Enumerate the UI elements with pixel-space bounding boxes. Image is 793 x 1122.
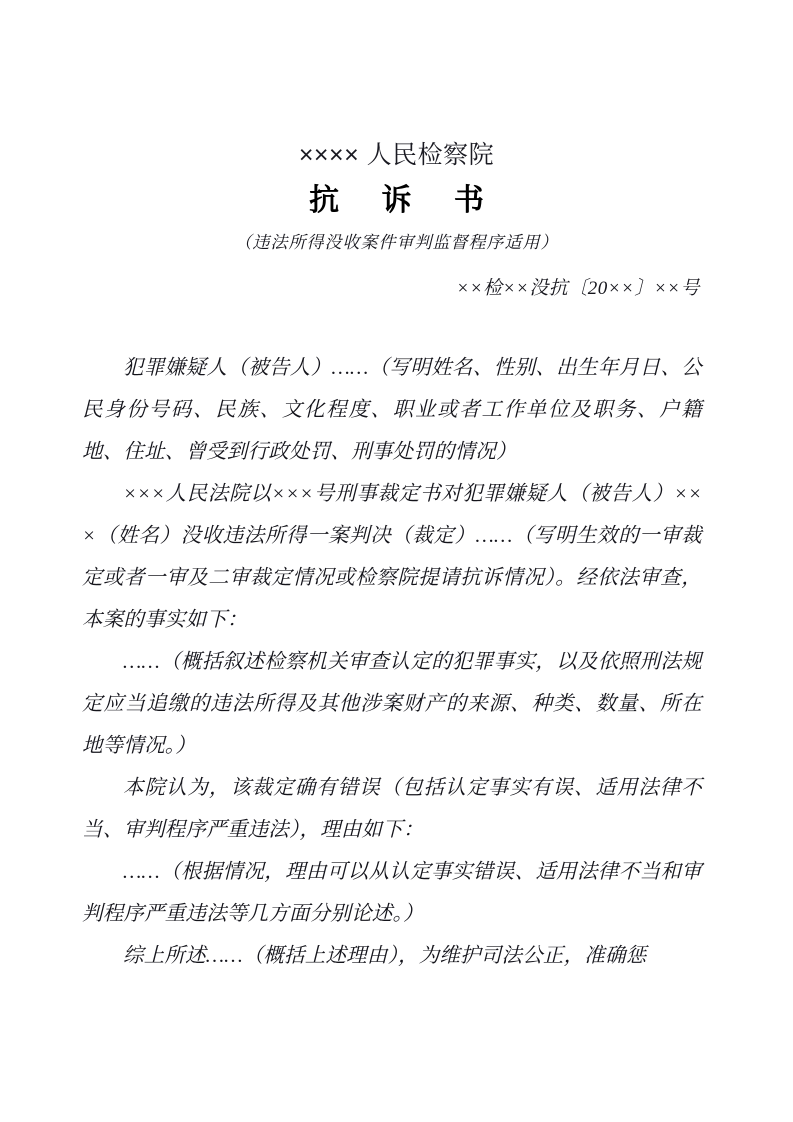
document-subtitle: （违法所得没收案件审判监督程序适用） <box>234 233 559 252</box>
document-body <box>82 347 702 977</box>
paragraph-conclusion: 综上所述……（概括上述理由），为维护司法公正，准确惩 <box>123 945 647 967</box>
paragraph-suspect-info: 犯罪嫌疑人（被告人）……（写明姓名、性别、出生年月日、公民身份号码、民族、文化程度、职业或者工作单位及职务、户籍地、住址、曾受到行政处罚、刑事处罚的情况） <box>82 357 702 463</box>
paragraph-court-ruling: ×××人民法院以×××号刑事裁定书对犯罪嫌疑人（被告人）×××（姓名）没收违法所得一案判决（裁定）……（写明生效的一审裁定或者一审及二审裁定情况或检察院提请抗诉情况）。经依法审查，本案的事实如下： <box>82 483 702 631</box>
document-title: 抗 诉 书 <box>309 184 501 217</box>
case-number: ××检××没抗〔20××〕××号 <box>456 278 700 299</box>
paragraph-reasons: ……（根据情况，理由可以从认定事实错误、适用法律不当和审判程序严重违法等几方面分别论述。） <box>82 861 702 925</box>
title-block <box>0 138 793 256</box>
issuing-organization-title: ×××× 人民检察院 <box>298 141 495 169</box>
paragraph-facts: ……（概括叙述检察机关审查认定的犯罪事实，以及依照刑法规定应当追缴的违法所得及其他涉案财产的来源、种类、数量、所在地等情况。） <box>82 651 702 757</box>
paragraph-opinion: 本院认为，该裁定确有错误（包括认定事实有误、适用法律不当、审判程序严重违法），理由如下： <box>82 777 702 841</box>
